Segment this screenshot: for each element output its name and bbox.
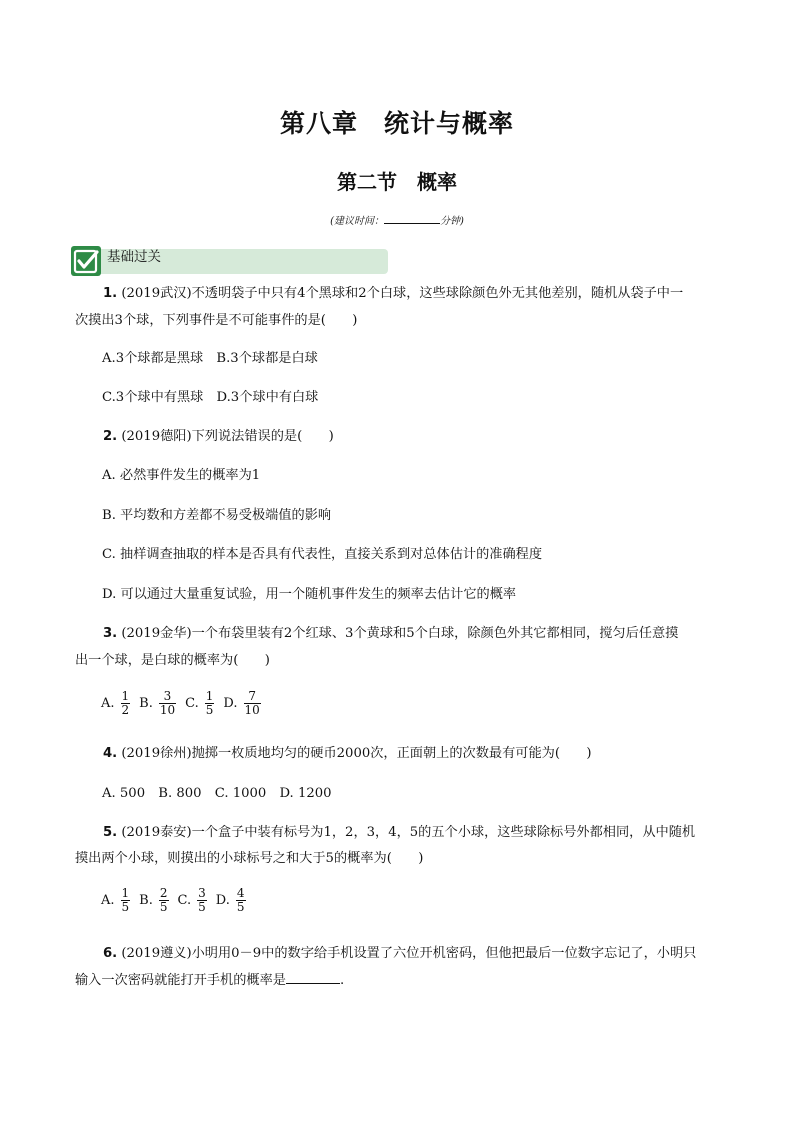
question-2-option-d: D. 可以通过大量重复试验，用一个随机事件发生的频率去估计它的概率 [102, 587, 517, 602]
option-label: A. [101, 893, 115, 908]
question-4-options: A. 500 B. 800 C. 1000 D. 1200 [102, 786, 332, 801]
question-5-line-1 [103, 823, 695, 843]
option-label: D. [215, 893, 230, 908]
suggested-time-prefix: (建议时间： [330, 216, 384, 227]
question-number: 4. [103, 746, 118, 761]
option-label: B. [139, 696, 153, 711]
question-2-option-b: B. 平均数和方差都不易受极端值的影响 [102, 508, 332, 523]
answer-blank[interactable] [286, 971, 340, 984]
option-label: D. [223, 696, 238, 711]
checkmark-icon [71, 246, 101, 276]
question-3-line-2: 出一个球，是白球的概率为( ) [75, 653, 270, 668]
question-1-options-ab: A.3个球都是黑球 B.3个球都是白球 [102, 351, 318, 366]
question-5-options [101, 887, 247, 914]
question-text: (2019德阳)下列说法错误的是( ) [117, 429, 334, 444]
question-number: 1. [103, 286, 118, 301]
suggested-time-suffix: 分钟) [440, 216, 464, 227]
chapter-title: 第八章 统计与概率 [279, 109, 514, 138]
question-2-option-c: C. 抽样调查抽取的样本是否具有代表性，直接关系到对总体估计的准确程度 [102, 547, 543, 562]
question-1-line-2: 次摸出3个球，下列事件是不可能事件的是( ) [75, 313, 358, 328]
question-2-option-a: A. 必然事件发生的概率为1 [102, 468, 261, 483]
question-6-line-1 [103, 944, 696, 964]
option-label: B. [139, 893, 153, 908]
suggested-time [0, 212, 794, 227]
question-text: (2019遵义)小明用0－9中的数字给手机设置了六位开机密码，但他把最后一位数字忘记了，小明只 [117, 946, 697, 961]
question-1-line-1 [103, 284, 683, 304]
option-fraction: $\frac{1}{5}$ [205, 689, 214, 717]
question-6-line-2 [75, 971, 344, 991]
option-fraction: $\frac{2}{5}$ [159, 886, 168, 914]
question-4-stem [103, 744, 592, 764]
option-fraction: $\frac{7}{10}$ [244, 689, 260, 717]
question-text: (2019泰安)一个盒子中装有标号为1，2，3，4，5的五个小球，这些球除标号外都相同，从中随机 [117, 825, 696, 840]
question-1-options-cd: C.3个球中有黑球 D.3个球中有白球 [102, 390, 319, 405]
question-text: (2019金华)一个布袋里装有2个红球、3个黄球和5个白球，除颜色外其它都相同，搅匀后任意摸 [117, 626, 679, 641]
question-5-line-2: 摸出两个小球，则摸出的小球标号之和大于5的概率为( ) [75, 851, 424, 866]
option-label: C. [177, 893, 192, 908]
option-fraction: $\frac{1}{2}$ [121, 689, 130, 717]
question-number: 6. [103, 946, 118, 961]
banner-label: 基础过关 [107, 249, 161, 265]
time-blank [384, 214, 440, 224]
option-fraction: $\frac{3}{5}$ [198, 886, 206, 914]
question-text-end: . [340, 973, 345, 988]
option-label: A. [101, 696, 115, 711]
question-3-options [101, 690, 262, 717]
question-text: 输入一次密码就能打开手机的概率是 [75, 973, 286, 988]
option-fraction: $\frac{1}{5}$ [121, 886, 130, 914]
question-number: 5. [103, 825, 118, 840]
question-text: (2019徐州)抛掷一枚质地均匀的硬币2000次，正面朝上的次数最有可能为( ) [117, 746, 592, 761]
question-2-stem [103, 427, 334, 447]
question-text: (2019武汉)不透明袋子中只有4个黑球和2个白球，这些球除颜色外无其他差别，随机从袋子中一 [117, 286, 684, 301]
question-3-line-1 [103, 624, 678, 644]
option-fraction: $\frac{3}{10}$ [159, 689, 176, 717]
section-title: 第二节 概率 [337, 170, 457, 194]
option-fraction: $\frac{4}{5}$ [236, 886, 245, 914]
question-number: 3. [103, 626, 118, 641]
option-label: C. [185, 696, 199, 711]
question-number: 2. [103, 429, 118, 444]
